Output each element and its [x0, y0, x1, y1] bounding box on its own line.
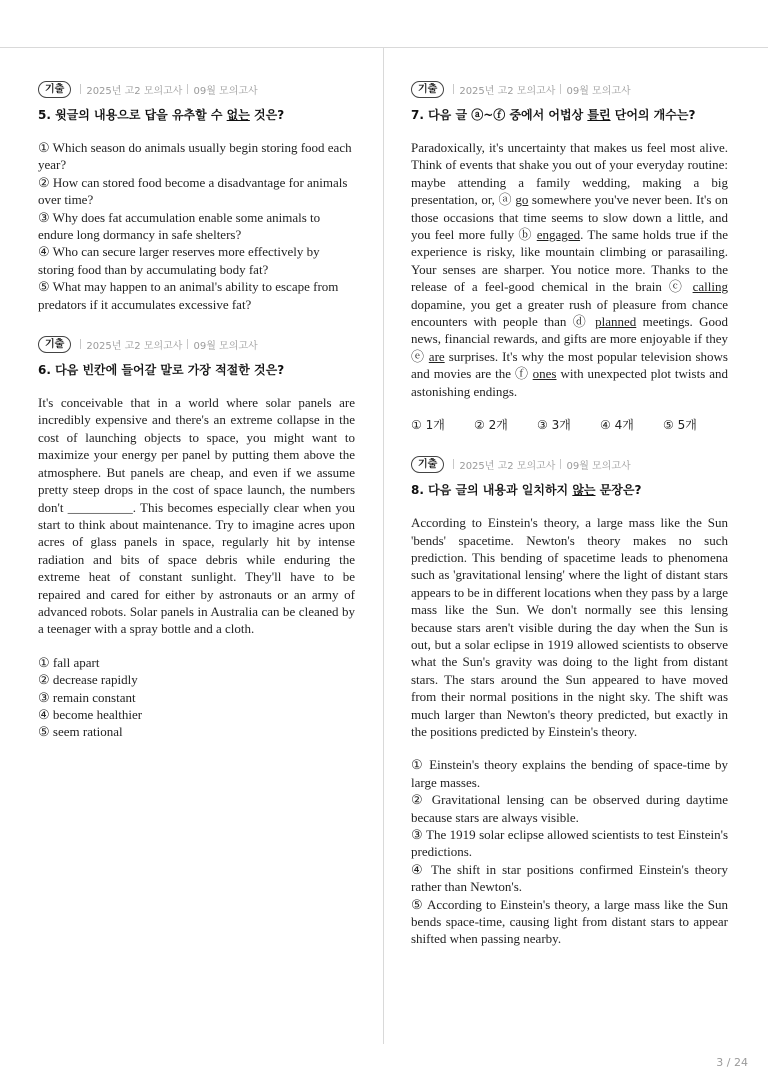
question-5 — [38, 80, 355, 313]
tag-separator — [453, 459, 454, 469]
marked-word-e: are — [428, 348, 445, 364]
option-1[interactable]: ① fall apart — [38, 654, 100, 670]
exam-badge: 기출 — [411, 81, 444, 98]
tag-separator — [560, 84, 561, 94]
title-underlined: 틀린 — [587, 108, 611, 122]
question-title — [38, 107, 355, 123]
option-3[interactable]: ③ Why does fat accumulation enable some animals to endure long dormancy in safe shelters? — [38, 209, 321, 243]
option-2[interactable]: ② decrease rapidly — [38, 672, 138, 688]
title-underlined: 없는 — [226, 108, 250, 122]
passage-text: with unexpected plot twists and astonishing endings. — [411, 366, 728, 399]
passage-text: . The same holds true if the experience is risky, like mountain climbing or parasailing. Your senses are sharper. You notice more. Thanks to the release of a feel-good chemical in the brain ⓒ — [411, 227, 728, 295]
passage-text: surprises. It's why the most popular television shows and movies are the ⓕ — [411, 348, 728, 382]
choice-5[interactable]: ⑤ 5개 — [663, 418, 697, 433]
question-tag — [411, 455, 728, 473]
marked-word-f: ones — [532, 366, 557, 382]
exam-badge: 기출 — [411, 456, 444, 473]
option-5[interactable]: ⑤ seem rational — [38, 724, 123, 740]
tag-separator — [453, 84, 454, 94]
title-text: 단어의 개수는? — [610, 108, 696, 122]
question-tag — [38, 80, 355, 98]
marked-word-a: go — [515, 192, 529, 208]
exam-badge: 기출 — [38, 81, 71, 98]
answer-choices — [411, 416, 728, 433]
question-6 — [38, 335, 355, 741]
option-1[interactable]: ① Einstein's theory explains the bending of space-time by large masses. — [411, 757, 728, 790]
page-number: 3 / 24 — [716, 1056, 748, 1069]
option-4[interactable]: ④ The shift in star positions confirmed Einstein's theory rather than Newton's. — [411, 861, 728, 895]
right-column — [411, 80, 728, 948]
exam-badge: 기출 — [38, 336, 71, 353]
column-divider — [383, 48, 384, 1044]
passage: According to Einstein's theory, a large mass like the Sun 'bends' spacetime. Newton's theory makes no such prediction. This bending of spacetime leads to phenomena such as 'gravitational lensing' where the light of distant stars appears to be in different locations when they pass by a large mass like the Sun. We don't normally see this lensing because stars aren't visible during the day when the Sun is out, but a solar eclipse in 1919 allowed scientists to observe what the Sun's gravity was doing to the light from distant stars. The stars around the Sun appeared to have moved from their normal positions in the night sky. The shift was much larger than Newton's theory predicted, but exactly in the positions predicted by Einstein's theory. — [411, 515, 728, 739]
exam-year: 2025년 고2 모의고사 — [86, 340, 183, 352]
choice-1[interactable]: ① 1개 — [411, 418, 445, 433]
marked-word-c: calling — [692, 279, 728, 295]
title-text: 것은? — [249, 108, 285, 122]
marked-word-b: engaged — [536, 227, 581, 243]
title-text: 8. 다음 글의 내용과 일치하지 — [411, 483, 573, 498]
option-4[interactable]: ④ become healthier — [38, 706, 143, 722]
passage — [411, 139, 728, 400]
question-title: 6. 다음 빈칸에 들어갈 말로 가장 적절한 것은? — [38, 363, 285, 378]
option-2[interactable]: ② How can stored food become a disadvantage for animals over time? — [38, 174, 348, 208]
question-title — [411, 482, 728, 498]
question-7 — [411, 80, 728, 433]
option-5[interactable]: ⑤ What may happen to an animal's ability to escape from predators if it accumulates excessive fat? — [38, 279, 339, 312]
exam-year: 2025년 고2 모의고사 — [86, 85, 183, 97]
answer-options — [38, 654, 355, 741]
exam-year: 2025년 고2 모의고사 — [459, 85, 556, 97]
header-rule — [0, 47, 768, 48]
marked-word-d: planned — [595, 314, 637, 330]
option-2[interactable]: ② Gravitational lensing can be observed during daytime because stars are always visible. — [411, 792, 728, 825]
answer-options — [411, 756, 728, 947]
exam-year: 2025년 고2 모의고사 — [459, 460, 556, 472]
title-text: 문장은? — [595, 483, 642, 498]
tag-separator — [80, 84, 81, 94]
exam-month: 09월 모의고사 — [566, 85, 631, 97]
title-underlined: 않는 — [572, 483, 596, 498]
tag-separator — [560, 459, 561, 469]
option-1[interactable]: ① Which season do animals usually begin storing food each year? — [38, 140, 352, 173]
title-text: 7. 다음 글 ⓐ~ⓕ 중에서 어법상 — [411, 108, 588, 122]
passage-text: dopamine, you get a greater rush of pleasure from chance encounters with people than ⓓ — [411, 296, 728, 330]
choice-3[interactable]: ③ 3개 — [537, 418, 571, 433]
title-text: 5. 윗글의 내용으로 답을 유추할 수 — [38, 108, 227, 122]
question-8 — [411, 455, 728, 948]
option-3[interactable]: ③ remain constant — [38, 689, 136, 705]
answer-options — [38, 139, 355, 313]
option-5[interactable]: ⑤ According to Einstein's theory, a large mass like the Sun bends space-time, causing light from distant stars to appear shifted when passing nearby. — [411, 896, 728, 947]
tag-separator — [187, 339, 188, 349]
passage-text: somewhere you've never been. It's on those occasions that time seems to slow down a little, and you feel more fully ⓑ — [411, 192, 729, 243]
exam-month: 09월 모의고사 — [566, 460, 631, 472]
option-4[interactable]: ④ Who can secure larger reserves more effectively by storing food than by accumulating body fat? — [38, 244, 320, 277]
question-tag — [411, 80, 728, 98]
left-column — [38, 80, 355, 741]
tag-separator — [187, 84, 188, 94]
passage-text: Paradoxically, it's uncertainty that makes us feel most alive. Think of events that shake you out of your everyday routine: maybe attending a family wedding, making a big presentation, or, ⓐ — [411, 140, 728, 208]
exam-month: 09월 모의고사 — [193, 85, 258, 97]
option-3[interactable]: ③ The 1919 solar eclipse allowed scientists to test Einstein's predictions. — [411, 827, 728, 860]
choice-2[interactable]: ② 2개 — [474, 418, 508, 433]
tag-separator — [80, 339, 81, 349]
question-title — [411, 107, 728, 123]
question-tag — [38, 335, 355, 353]
passage: It's conceivable that in a world where solar panels are incredibly expensive and there's an extreme collapse in the cost of launching objects to space, you might want to maximize your energy per panel by putting them above the atmosphere. But panels are cheap, and even if we assume pretty steep drops in the cost of space launch, the numbers don't __________. This becomes especially clear when you start to think about maintenance. Try to imagine acres upon acres of glass panels in space, regularly hit by intense radiation and bits of space debris while enduring the extreme heat of constant sunlight. They'll have to be repaired and cared for either by astronauts or an army of advanced robots. Solar panels in Australia can be cleaned by a teenager with a spray bottle and a cloth. — [38, 395, 355, 637]
choice-4[interactable]: ④ 4개 — [600, 418, 634, 433]
passage-text: meetings. Good news, financial rewards, and gifts are more enjoyable if they ⓔ — [411, 314, 728, 364]
exam-month: 09월 모의고사 — [193, 340, 258, 352]
